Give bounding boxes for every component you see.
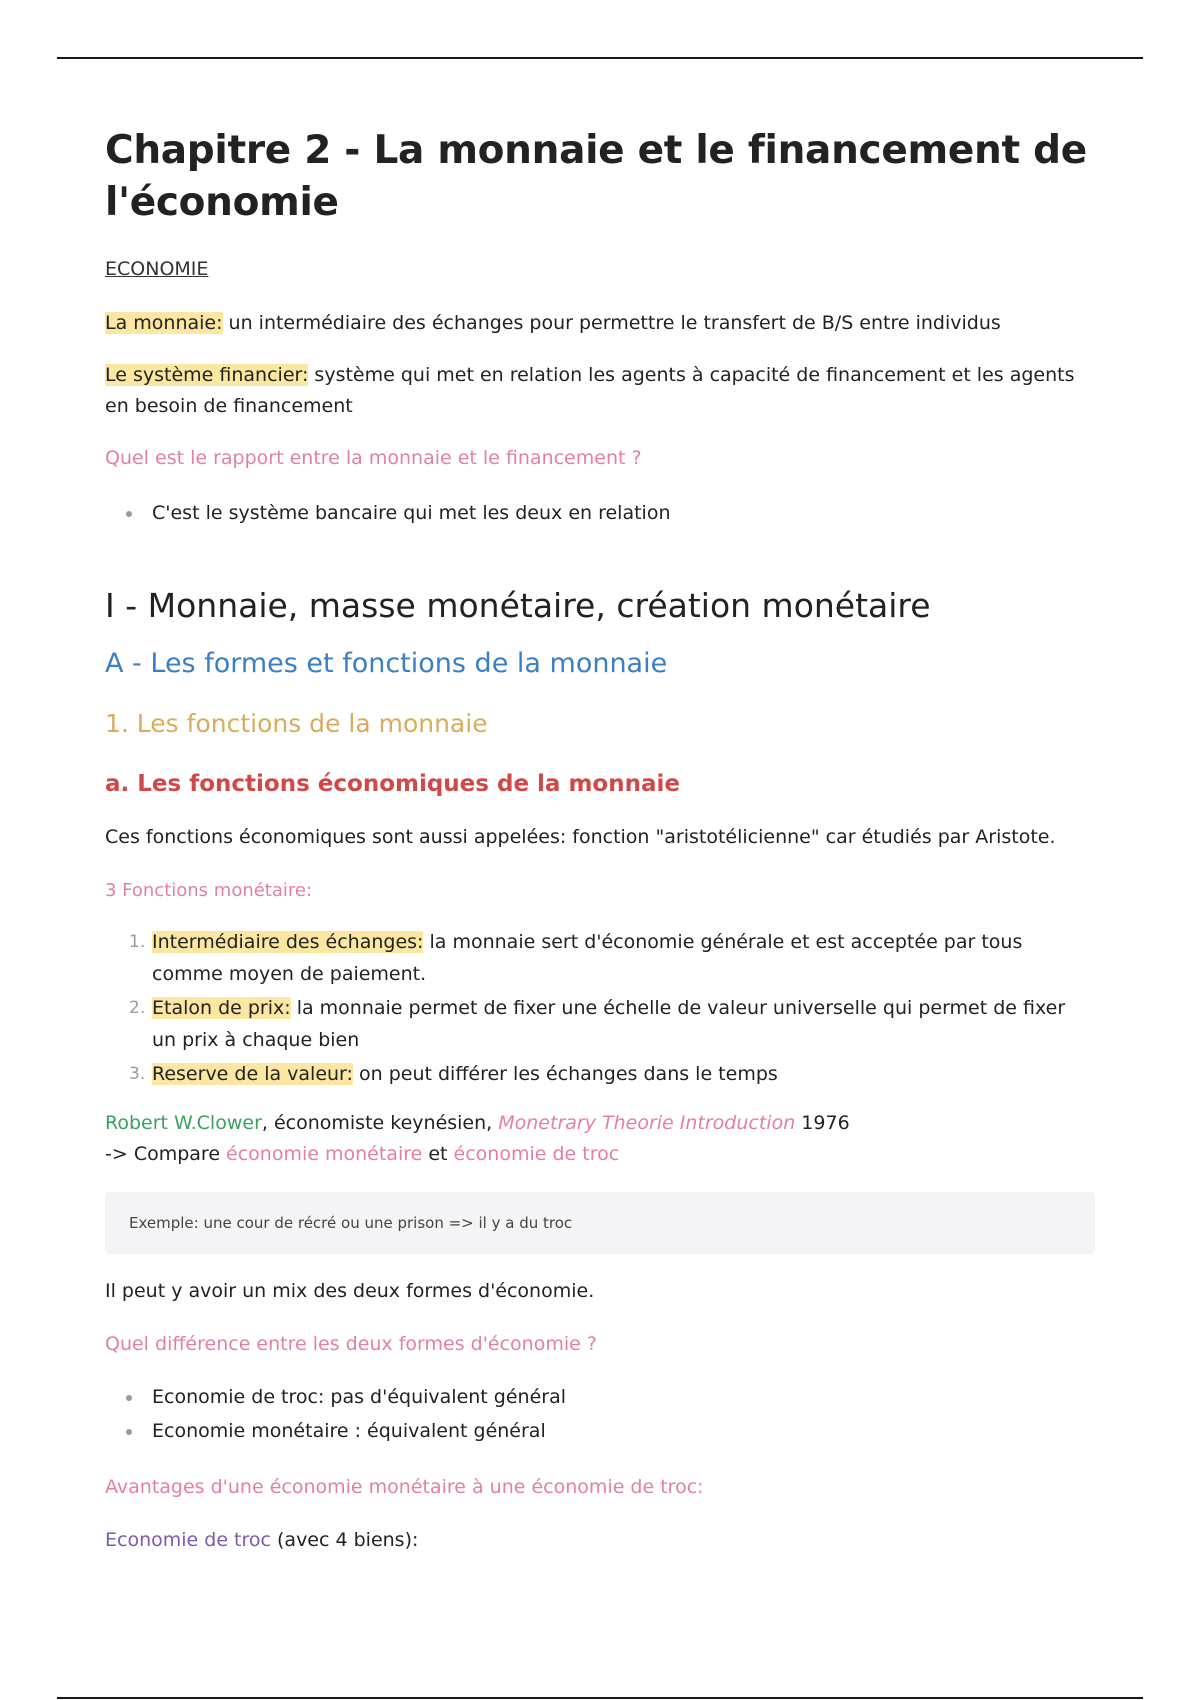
subject-tag[interactable]: ECONOMIE [105, 258, 209, 280]
book-title: Monetrary Theorie Introduction [498, 1112, 796, 1134]
troc-label: Economie de troc [105, 1529, 271, 1551]
differences-list [105, 1380, 1095, 1448]
intro-paragraph: Ces fonctions économiques sont aussi appelées: fonction "aristotélicienne" car étudiés par Aristote. [105, 826, 1056, 848]
document-page [105, 125, 1095, 1556]
bullet-icon [126, 511, 132, 517]
function-term: Reserve de la valeur: [152, 1063, 353, 1085]
definition-term: La monnaie: [105, 312, 223, 334]
list-item: 3. Reserve de la valeur: on peut différer les échanges dans le temps [129, 1063, 778, 1085]
function-term: Etalon de prix: [152, 997, 291, 1019]
definition-text: système qui met en relation les agents à capacité de financement et les agents en besoin de financement [105, 364, 1075, 417]
list-item: Economie de troc: pas d'équivalent général [105, 1380, 1095, 1414]
example-callout: Exemple: une cour de récré ou une prison => il y a du troc [105, 1192, 1095, 1254]
mix-paragraph: Il peut y avoir un mix des deux formes d'économie. [105, 1280, 595, 1302]
definition-systeme-financier [105, 360, 1095, 422]
bullet-icon [126, 1429, 132, 1435]
list-item: 2. Etalon de prix: la monnaie permet de fixer une échelle de valeur universelle qui permet de fixer un prix à chaque bien [129, 997, 1066, 1051]
function-term: Intermédiaire des échanges: [152, 931, 424, 953]
definition-monnaie [105, 308, 1095, 339]
subsection-heading: A - Les formes et fonctions de la monnaie [105, 648, 668, 679]
definition-text: un intermédiaire des échanges pour permettre le transfert de B/S entre individus [222, 312, 1001, 334]
page-title: Chapitre 2 - La monnaie et le financement de l'économie [105, 128, 1087, 225]
author-name: Robert W.Clower [105, 1112, 262, 1134]
clower-paragraph: Robert W.Clower, économiste keynésien, Monetrary Theorie Introduction 1976 -> Compare économie monétaire et économie de troc [105, 1112, 850, 1165]
subsubsubsection-heading: a. Les fonctions économiques de la monnaie [105, 771, 680, 797]
section-heading: I - Monnaie, masse monétaire, création monétaire [105, 586, 931, 625]
subsubsection-heading: 1. Les fonctions de la monnaie [105, 709, 488, 738]
troc-paragraph: Economie de troc (avec 4 biens): [105, 1529, 419, 1551]
list-item: 1. Intermédiaire des échanges: la monnaie sert d'économie générale et est acceptée par tous comme moyen de paiement. [129, 931, 1023, 985]
functions-heading: 3 Fonctions monétaire: [105, 880, 313, 901]
question-rapport: Quel est le rapport entre la monnaie et le financement ? [105, 447, 642, 469]
functions-list [105, 926, 1095, 1090]
bullet-icon [126, 1395, 132, 1401]
answer-list [105, 496, 1095, 530]
question-difference: Quel différence entre les deux formes d'économie ? [105, 1333, 597, 1355]
top-rule [57, 57, 1143, 59]
bottom-rule [57, 1697, 1143, 1699]
advantages-heading: Avantages d'une économie monétaire à une économie de troc: [105, 1476, 704, 1498]
definition-term: Le système financier: [105, 364, 309, 386]
list-item: Economie monétaire : équivalent général [105, 1414, 1095, 1448]
list-item: C'est le système bancaire qui met les deux en relation [105, 496, 1095, 530]
